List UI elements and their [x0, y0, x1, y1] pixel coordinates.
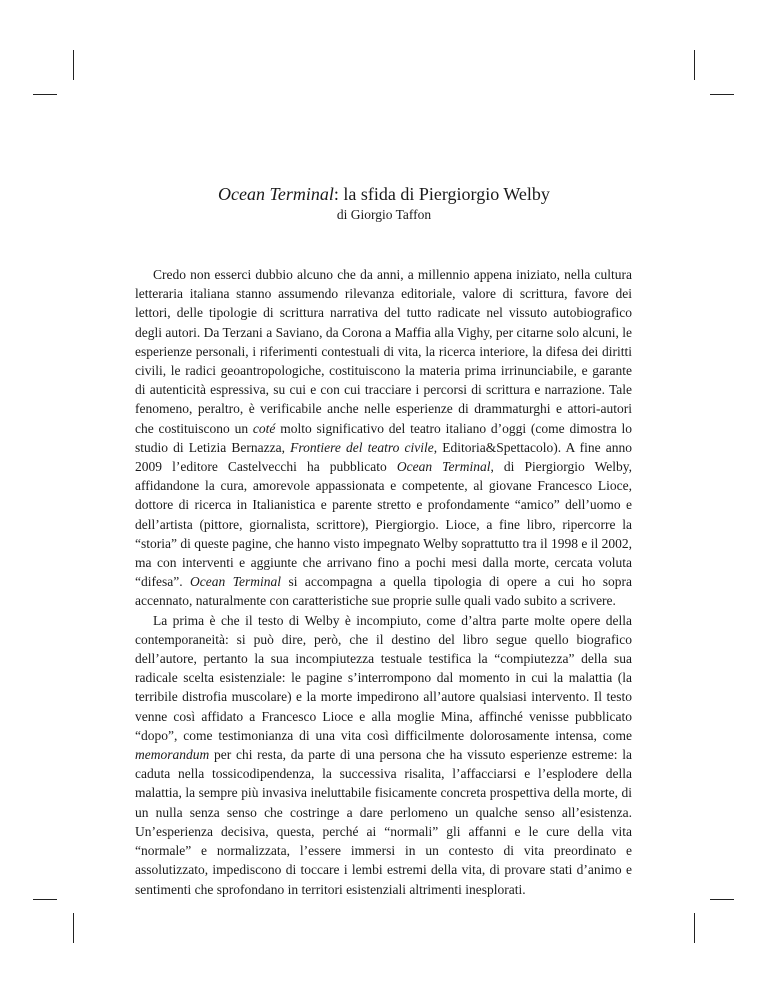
- crop-mark-top-left-horizontal: [33, 94, 57, 95]
- crop-mark-bottom-right-horizontal: [710, 899, 734, 900]
- crop-mark-top-left-vertical: [73, 50, 74, 80]
- text-run: , di Piergiorgio Welby, affidandone la cura, amorevole appassionata e competente, al giovane Francesco Lioce, dottore di ricerca in Italianistica e parente stretto e profondamente “amico” dell’uomo e dell’artista (pittore, giornalista, scrittore), Piergiorgio. Lioce, a fine libro, ripercorre la “storia” di queste pagine, che hanno visto impegnato Welby soprattutto tra il 1998 e il 2002, ma con interventi e aggiunte che arrivano fino a pochi mesi dalla morte, cercata voluta “difesa”.: [135, 459, 632, 590]
- crop-mark-bottom-left-horizontal: [33, 899, 57, 900]
- text-run: si accompagna a quella tipologia di opere a cui ho sopra accennato, naturalmente con caratteristiche sue proprie sulle quali vado subito a scrivere.: [135, 574, 633, 609]
- article-title: [0, 183, 768, 205]
- crop-mark-bottom-right-vertical: [694, 913, 695, 943]
- italic-text: memorandum: [135, 747, 210, 763]
- article-author: di Giorgio Taffon: [336, 207, 432, 222]
- text-run: molto significativo del teatro italiano d’oggi (come dimostra lo studio di Letizia Bernazza,: [135, 420, 633, 455]
- italic-text: Ocean Terminal: [190, 574, 281, 590]
- article-body: [135, 265, 632, 899]
- italic-text: Ocean Terminal: [396, 459, 491, 475]
- article-title-italic: Ocean Terminal: [218, 184, 334, 204]
- body-paragraph: [135, 611, 632, 899]
- text-run: , Editoria&Spettacolo). A fine anno 2009 l’editore Castelvecchi ha pubblicato: [135, 439, 632, 475]
- body-paragraph: [135, 265, 632, 611]
- crop-mark-bottom-left-vertical: [73, 913, 74, 943]
- crop-mark-top-right-horizontal: [710, 94, 734, 95]
- italic-text: Frontiere del teatro civile: [290, 439, 434, 455]
- article-title-rest: : la sfida di Piergiorgio Welby: [333, 184, 550, 204]
- text-run: La prima è che il testo di Welby è incompiuto, come d’altra parte molte opere della contemporaneità: si può dire, però, che il destino del libro segue quello biografico dell’autore, pertanto la sua incompiutezza testuale testifica la “compiutezza” della sua radicale scelta esistenziale: le pagine s’interrompono dal momento in cui la malattia (la terribile distrofia muscolare) e la morte impedirono all’autore qualsiasi intervento. Il testo venne così affidato a Francesco Lioce e alla moglie Mina, affinché venisse pubblicato “dopo”, come testimonianza di una vita così difficilmente dolorosamente intensa, come: [135, 612, 632, 743]
- text-run: Credo non esserci dubbio alcuno che da anni, a millennio appena iniziato, nella cultura letteraria italiana stanno assumendo rilevanza editoriale, valore di scrittura, favore dei lettori, delle tipologie di scrittura narrativa del tutto radicate nel vissuto autobiografico degli autori. Da Terzani a Saviano, da Corona a Maffia alla Vighy, per citarne solo alcuni, le esperienze personali, i riferimenti contestuali di vita, la ricerca interiore, la difesa dei diritti civili, le radici geoantropologiche, costituiscono la materia prima irrinunciabile, e garante di autenticità espressiva, su cui e con cui tracciare i percorsi di scrittura e narrazione. Tale fenomeno, peraltro, è verificabile anche nelle esperienze di drammaturghi e attori-autori che costituiscono un: [135, 267, 632, 436]
- crop-mark-top-right-vertical: [694, 50, 695, 80]
- text-run: per chi resta, da parte di una persona che ha vissuto esperienze estreme: la caduta nella tossicodipendenza, la successiva risalita, l’affacciarsi e l’esplodere della malattia, la sempre più invasiva ineluttabile fisicamente concreta prospettiva della morte, di un nulla senza senso che costringe a dare perlomeno un qualche senso all’esistenza. Un’esperienza decisiva, questa, perché ai “normali” gli affanni e le cure della vita “normale” e normalizzata, l’essere immersi in un contesto di vita preordinato e assolutizzato, impediscono di toccare i lembi estremi della vita, di provare stati d’animo e sentimenti che sprofondano in territori esistenziali altrimenti inesplorati.: [135, 747, 632, 897]
- italic-text: coté: [252, 420, 276, 436]
